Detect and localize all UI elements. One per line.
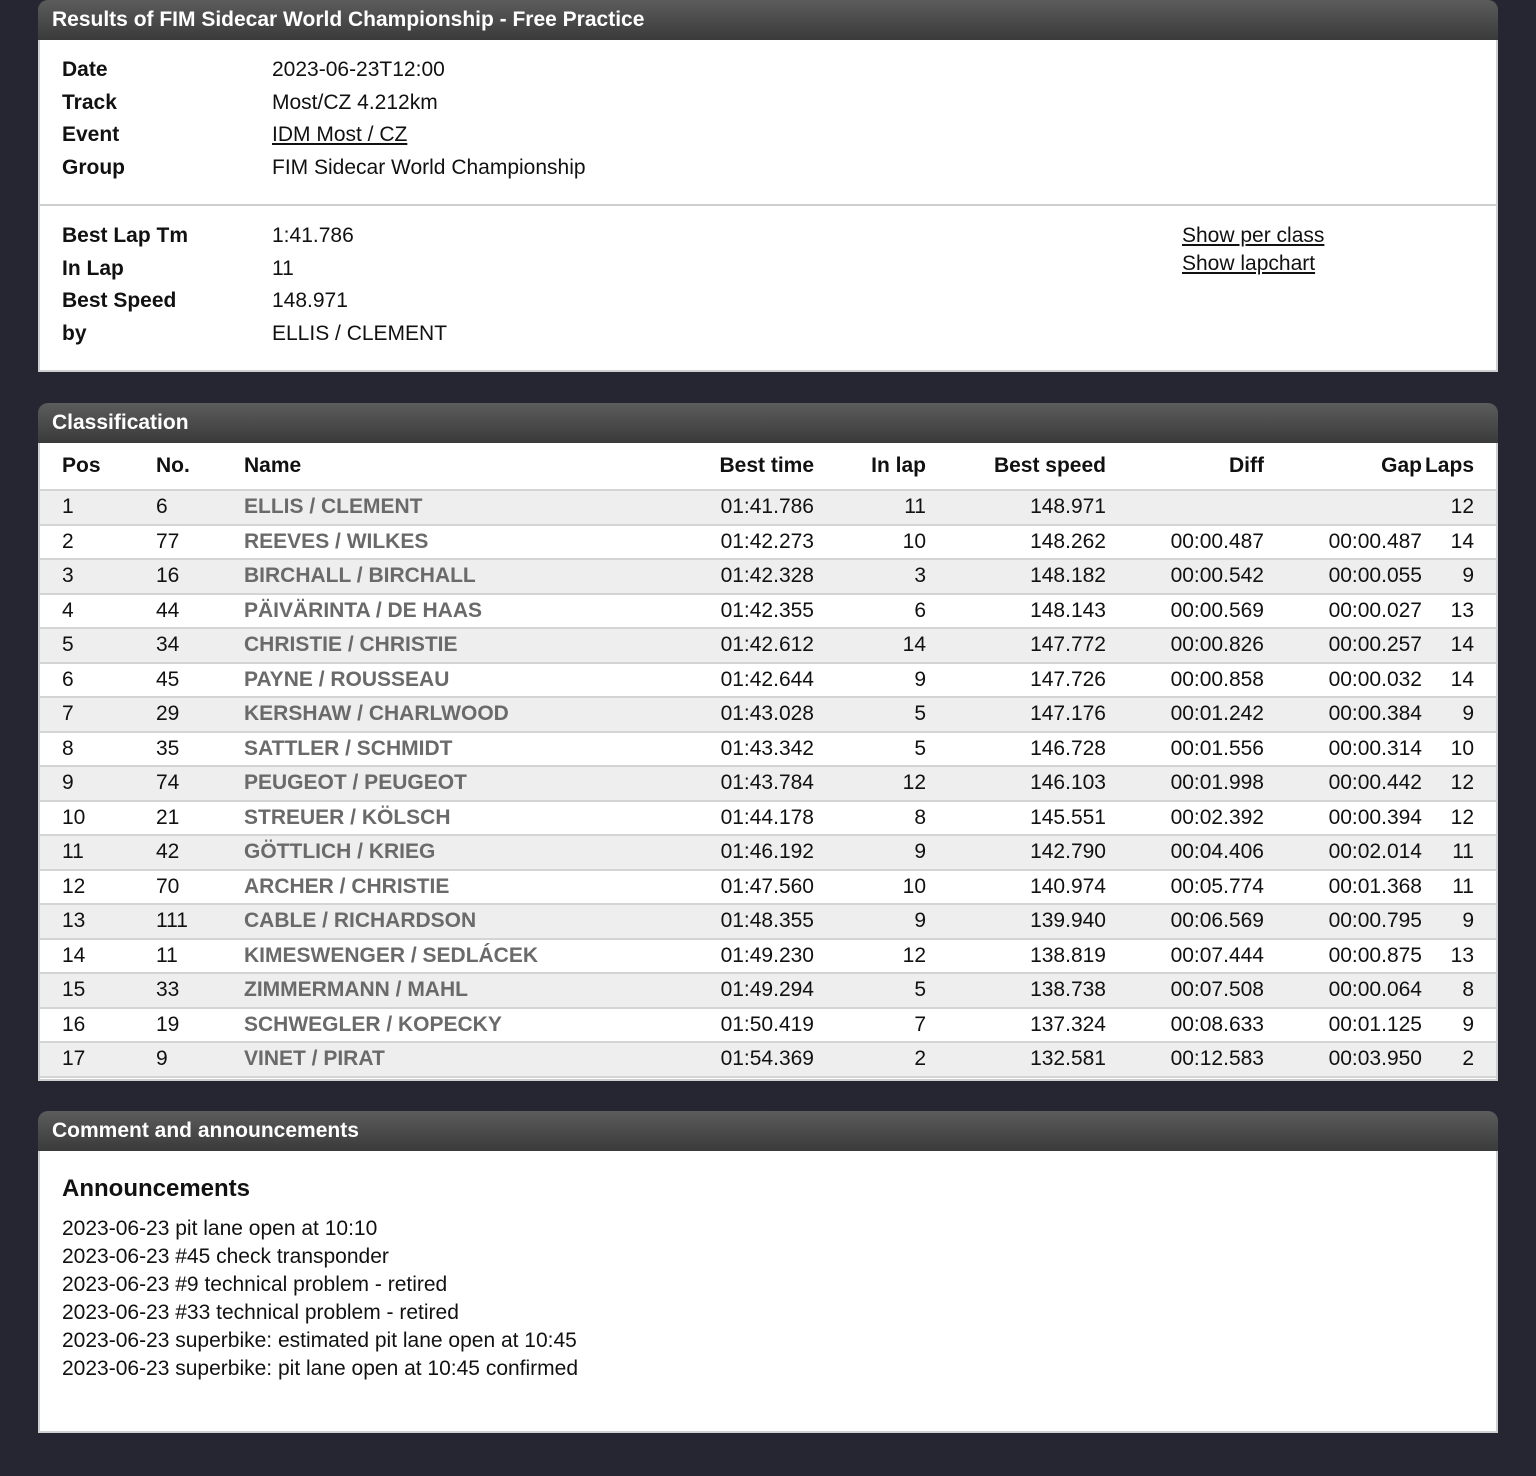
cell-diff: 00:00.826	[1106, 628, 1264, 663]
cell-best-speed: 147.176	[926, 697, 1106, 732]
cell-gap	[1264, 490, 1422, 525]
results-panel	[38, 0, 1498, 372]
col-diff[interactable]: Diff	[1106, 443, 1264, 490]
cell-best-time: 01:43.784	[654, 766, 814, 801]
cell-diff: 00:04.406	[1106, 835, 1264, 870]
cell-name[interactable]: VINET / PIRAT	[244, 1042, 654, 1077]
classification-rows	[40, 490, 1496, 1077]
cell-in-lap: 11	[814, 490, 926, 525]
cell-no: 45	[156, 663, 244, 698]
cell-name[interactable]: ELLIS / CLEMENT	[244, 490, 654, 525]
info-value: 2023-06-23T12:00	[272, 58, 445, 82]
table-row[interactable]	[40, 1042, 1496, 1077]
cell-laps: 12	[1422, 490, 1496, 525]
cell-in-lap: 2	[814, 1042, 926, 1077]
table-row[interactable]	[40, 939, 1496, 974]
cell-laps: 9	[1422, 559, 1496, 594]
cell-no: 44	[156, 594, 244, 629]
cell-in-lap: 3	[814, 559, 926, 594]
cell-no: 19	[156, 1008, 244, 1043]
cell-no: 111	[156, 904, 244, 939]
cell-name[interactable]: GÖTTLICH / KRIEG	[244, 835, 654, 870]
cell-best-speed: 148.971	[926, 490, 1106, 525]
cell-no: 77	[156, 525, 244, 560]
cell-best-speed: 140.974	[926, 870, 1106, 905]
classification-header: Classification	[38, 403, 1498, 443]
show-per-class-link[interactable]: Show per class	[1182, 224, 1325, 247]
cell-gap: 00:00.314	[1264, 732, 1422, 767]
cell-best-speed: 138.738	[926, 973, 1106, 1008]
comments-panel	[38, 1111, 1498, 1433]
table-row[interactable]	[40, 663, 1496, 698]
info-row-group	[62, 152, 586, 185]
classification-table	[40, 443, 1496, 1078]
cell-pos: 7	[40, 697, 156, 732]
cell-in-lap: 5	[814, 973, 926, 1008]
view-links	[1182, 222, 1324, 278]
best-row-by	[62, 318, 447, 351]
best-label: by	[62, 321, 87, 345]
cell-diff: 00:00.542	[1106, 559, 1264, 594]
cell-name[interactable]: PÄIVÄRINTA / DE HAAS	[244, 594, 654, 629]
cell-best-speed: 147.726	[926, 663, 1106, 698]
cell-pos: 12	[40, 870, 156, 905]
cell-best-time: 01:46.192	[654, 835, 814, 870]
cell-laps: 12	[1422, 766, 1496, 801]
best-info-table	[62, 220, 447, 350]
cell-best-speed: 139.940	[926, 904, 1106, 939]
cell-diff: 00:06.569	[1106, 904, 1264, 939]
cell-no: 33	[156, 973, 244, 1008]
classification-body	[38, 443, 1498, 1079]
cell-best-time: 01:50.419	[654, 1008, 814, 1043]
info-label: Track	[62, 90, 117, 114]
cell-laps: 11	[1422, 835, 1496, 870]
cell-laps: 14	[1422, 663, 1496, 698]
cell-gap: 00:01.368	[1264, 870, 1422, 905]
results-body	[38, 40, 1498, 370]
cell-best-time: 01:42.355	[654, 594, 814, 629]
info-row-date	[62, 54, 586, 87]
cell-laps: 14	[1422, 628, 1496, 663]
cell-pos: 11	[40, 835, 156, 870]
table-row[interactable]	[40, 525, 1496, 560]
cell-best-speed: 148.143	[926, 594, 1106, 629]
event-info	[40, 40, 1496, 204]
info-value: Most/CZ 4.212km	[272, 90, 438, 114]
cell-no: 29	[156, 697, 244, 732]
cell-best-speed: 137.324	[926, 1008, 1106, 1043]
cell-best-speed: 147.772	[926, 628, 1106, 663]
col-gap[interactable]: Gap	[1264, 443, 1422, 490]
cell-in-lap: 9	[814, 835, 926, 870]
cell-best-time: 01:42.644	[654, 663, 814, 698]
col-name[interactable]: Name	[244, 443, 654, 490]
cell-best-speed: 146.103	[926, 766, 1106, 801]
table-row[interactable]	[40, 835, 1496, 870]
col-best-speed[interactable]: Best speed	[926, 443, 1106, 490]
cell-best-speed: 138.819	[926, 939, 1106, 974]
cell-best-time: 01:47.560	[654, 870, 814, 905]
best-value: ELLIS / CLEMENT	[272, 321, 448, 345]
cell-diff	[1106, 490, 1264, 525]
event-info-table	[62, 54, 586, 184]
info-label: Group	[62, 155, 125, 179]
cell-pos: 4	[40, 594, 156, 629]
cell-best-speed: 148.182	[926, 559, 1106, 594]
cell-pos: 6	[40, 663, 156, 698]
cell-name[interactable]: SCHWEGLER / KOPECKY	[244, 1008, 654, 1043]
cell-name[interactable]: ARCHER / CHRISTIE	[244, 870, 654, 905]
event-link[interactable]: IDM Most / CZ	[272, 123, 408, 147]
cell-name[interactable]: PAYNE / ROUSSEAU	[244, 663, 654, 698]
cell-no: 35	[156, 732, 244, 767]
table-row[interactable]	[40, 766, 1496, 801]
announcements-heading: Announcements	[62, 1175, 251, 1202]
cell-name[interactable]: KERSHAW / CHARLWOOD	[244, 697, 654, 732]
best-row-inlap	[62, 253, 447, 286]
col-best-time[interactable]: Best time	[654, 443, 814, 490]
best-value: 148.971	[272, 289, 348, 313]
divider	[38, 1079, 1498, 1081]
cell-in-lap: 12	[814, 939, 926, 974]
cell-pos: 15	[40, 973, 156, 1008]
cell-gap: 00:00.487	[1264, 525, 1422, 560]
best-value: 1:41.786	[272, 224, 354, 248]
cell-diff: 00:01.556	[1106, 732, 1264, 767]
cell-in-lap: 14	[814, 628, 926, 663]
cell-gap: 00:00.875	[1264, 939, 1422, 974]
table-row[interactable]	[40, 628, 1496, 663]
results-header: Results of FIM Sidecar World Championship - Free Practice	[38, 0, 1498, 40]
cell-laps: 10	[1422, 732, 1496, 767]
comments-body	[38, 1151, 1498, 1431]
cell-gap: 00:02.014	[1264, 835, 1422, 870]
cell-in-lap: 9	[814, 904, 926, 939]
cell-best-time: 01:41.786	[654, 490, 814, 525]
cell-laps: 13	[1422, 939, 1496, 974]
cell-best-time: 01:42.273	[654, 525, 814, 560]
cell-best-speed: 145.551	[926, 801, 1106, 836]
cell-best-time: 01:54.369	[654, 1042, 814, 1077]
cell-no: 34	[156, 628, 244, 663]
cell-no: 9	[156, 1042, 244, 1077]
best-label: In Lap	[62, 256, 124, 280]
best-info	[40, 206, 1496, 370]
cell-name[interactable]: BIRCHALL / BIRCHALL	[244, 559, 654, 594]
cell-diff: 00:05.774	[1106, 870, 1264, 905]
col-laps[interactable]: Laps	[1422, 443, 1496, 490]
cell-no: 21	[156, 801, 244, 836]
cell-no: 11	[156, 939, 244, 974]
cell-pos: 9	[40, 766, 156, 801]
show-lapchart-link[interactable]: Show lapchart	[1182, 252, 1316, 275]
cell-best-time: 01:42.328	[654, 559, 814, 594]
cell-laps: 13	[1422, 594, 1496, 629]
cell-gap: 00:00.394	[1264, 801, 1422, 836]
cell-no: 6	[156, 490, 244, 525]
announcement-item: 2023-06-23 #9 technical problem - retired	[62, 1273, 448, 1296]
cell-best-speed: 132.581	[926, 1042, 1106, 1077]
announcement-item: 2023-06-23 pit lane open at 10:10	[62, 1217, 378, 1240]
col-no[interactable]: No.	[156, 443, 244, 490]
cell-gap: 00:00.032	[1264, 663, 1422, 698]
info-row-track	[62, 87, 586, 120]
announcement-item: 2023-06-23 superbike: estimated pit lane open at 10:45	[62, 1329, 577, 1352]
cell-name[interactable]: CHRISTIE / CHRISTIE	[244, 628, 654, 663]
cell-laps: 2	[1422, 1042, 1496, 1077]
best-value: 11	[272, 256, 294, 280]
cell-name[interactable]: PEUGEOT / PEUGEOT	[244, 766, 654, 801]
cell-name[interactable]: SATTLER / SCHMIDT	[244, 732, 654, 767]
cell-laps: 14	[1422, 525, 1496, 560]
cell-pos: 14	[40, 939, 156, 974]
info-label: Date	[62, 58, 108, 82]
cell-no: 42	[156, 835, 244, 870]
cell-diff: 00:12.583	[1106, 1042, 1264, 1077]
cell-in-lap: 5	[814, 732, 926, 767]
cell-diff: 00:01.242	[1106, 697, 1264, 732]
cell-laps: 12	[1422, 801, 1496, 836]
cell-diff: 00:07.508	[1106, 973, 1264, 1008]
cell-gap: 00:00.257	[1264, 628, 1422, 663]
info-value	[272, 119, 586, 152]
announcement-list	[62, 1215, 1496, 1383]
cell-best-time: 01:48.355	[654, 904, 814, 939]
cell-pos: 8	[40, 732, 156, 767]
cell-best-time: 01:43.028	[654, 697, 814, 732]
cell-pos: 13	[40, 904, 156, 939]
cell-in-lap: 8	[814, 801, 926, 836]
table-row[interactable]	[40, 594, 1496, 629]
divider	[38, 370, 1498, 372]
cell-in-lap: 6	[814, 594, 926, 629]
cell-laps: 9	[1422, 697, 1496, 732]
cell-no: 70	[156, 870, 244, 905]
cell-in-lap: 9	[814, 663, 926, 698]
cell-name[interactable]: KIMESWENGER / SEDLÁCEK	[244, 939, 654, 974]
cell-gap: 00:00.442	[1264, 766, 1422, 801]
col-pos[interactable]: Pos	[40, 443, 156, 490]
cell-gap: 00:00.795	[1264, 904, 1422, 939]
cell-gap: 00:03.950	[1264, 1042, 1422, 1077]
announcement-item: 2023-06-23 #45 check transponder	[62, 1245, 389, 1268]
best-label: Best Lap Tm	[62, 224, 189, 248]
table-row[interactable]	[40, 490, 1496, 525]
cell-pos: 5	[40, 628, 156, 663]
table-row[interactable]	[40, 697, 1496, 732]
table-row[interactable]	[40, 732, 1496, 767]
table-row[interactable]	[40, 559, 1496, 594]
cell-pos: 3	[40, 559, 156, 594]
cell-pos: 10	[40, 801, 156, 836]
cell-diff: 00:00.569	[1106, 594, 1264, 629]
divider	[38, 1431, 1498, 1433]
cell-no: 16	[156, 559, 244, 594]
cell-in-lap: 7	[814, 1008, 926, 1043]
table-row[interactable]	[40, 870, 1496, 905]
info-row-event	[62, 119, 586, 152]
cell-diff: 00:02.392	[1106, 801, 1264, 836]
cell-diff: 00:00.858	[1106, 663, 1264, 698]
table-row[interactable]	[40, 973, 1496, 1008]
cell-best-speed: 148.262	[926, 525, 1106, 560]
cell-best-time: 01:44.178	[654, 801, 814, 836]
cell-laps: 8	[1422, 973, 1496, 1008]
cell-pos: 2	[40, 525, 156, 560]
info-value: FIM Sidecar World Championship	[272, 155, 586, 179]
cell-best-time: 01:49.294	[654, 973, 814, 1008]
cell-name[interactable]: REEVES / WILKES	[244, 525, 654, 560]
best-row-speed	[62, 285, 447, 318]
cell-best-time: 01:43.342	[654, 732, 814, 767]
table-row[interactable]	[40, 801, 1496, 836]
cell-diff: 00:08.633	[1106, 1008, 1264, 1043]
cell-pos: 17	[40, 1042, 156, 1077]
cell-diff: 00:07.444	[1106, 939, 1264, 974]
cell-gap: 00:01.125	[1264, 1008, 1422, 1043]
classification-panel	[38, 403, 1498, 1081]
cell-name[interactable]: STREUER / KÖLSCH	[244, 801, 654, 836]
cell-no: 74	[156, 766, 244, 801]
table-row[interactable]	[40, 1008, 1496, 1043]
cell-name[interactable]: ZIMMERMANN / MAHL	[244, 973, 654, 1008]
cell-gap: 00:00.055	[1264, 559, 1422, 594]
info-label: Event	[62, 123, 120, 147]
cell-laps: 9	[1422, 904, 1496, 939]
cell-diff: 00:00.487	[1106, 525, 1264, 560]
cell-laps: 11	[1422, 870, 1496, 905]
col-in-lap[interactable]: In lap	[814, 443, 926, 490]
cell-best-time: 01:42.612	[654, 628, 814, 663]
cell-in-lap: 5	[814, 697, 926, 732]
cell-pos: 16	[40, 1008, 156, 1043]
best-row-laptime	[62, 220, 447, 253]
cell-best-speed: 146.728	[926, 732, 1106, 767]
cell-name[interactable]: CABLE / RICHARDSON	[244, 904, 654, 939]
announcement-item: 2023-06-23 superbike: pit lane open at 10:45 confirmed	[62, 1357, 579, 1380]
cell-gap: 00:00.384	[1264, 697, 1422, 732]
cell-in-lap: 10	[814, 870, 926, 905]
cell-diff: 00:01.998	[1106, 766, 1264, 801]
cell-in-lap: 10	[814, 525, 926, 560]
cell-pos: 1	[40, 490, 156, 525]
cell-gap: 00:00.027	[1264, 594, 1422, 629]
table-row[interactable]	[40, 904, 1496, 939]
cell-best-time: 01:49.230	[654, 939, 814, 974]
announcement-item: 2023-06-23 #33 technical problem - retired	[62, 1301, 459, 1324]
cell-gap: 00:00.064	[1264, 973, 1422, 1008]
cell-in-lap: 12	[814, 766, 926, 801]
comments-header: Comment and announcements	[38, 1111, 1498, 1151]
best-label: Best Speed	[62, 289, 177, 313]
cell-best-speed: 142.790	[926, 835, 1106, 870]
cell-laps: 9	[1422, 1008, 1496, 1043]
table-header-row	[40, 443, 1496, 490]
